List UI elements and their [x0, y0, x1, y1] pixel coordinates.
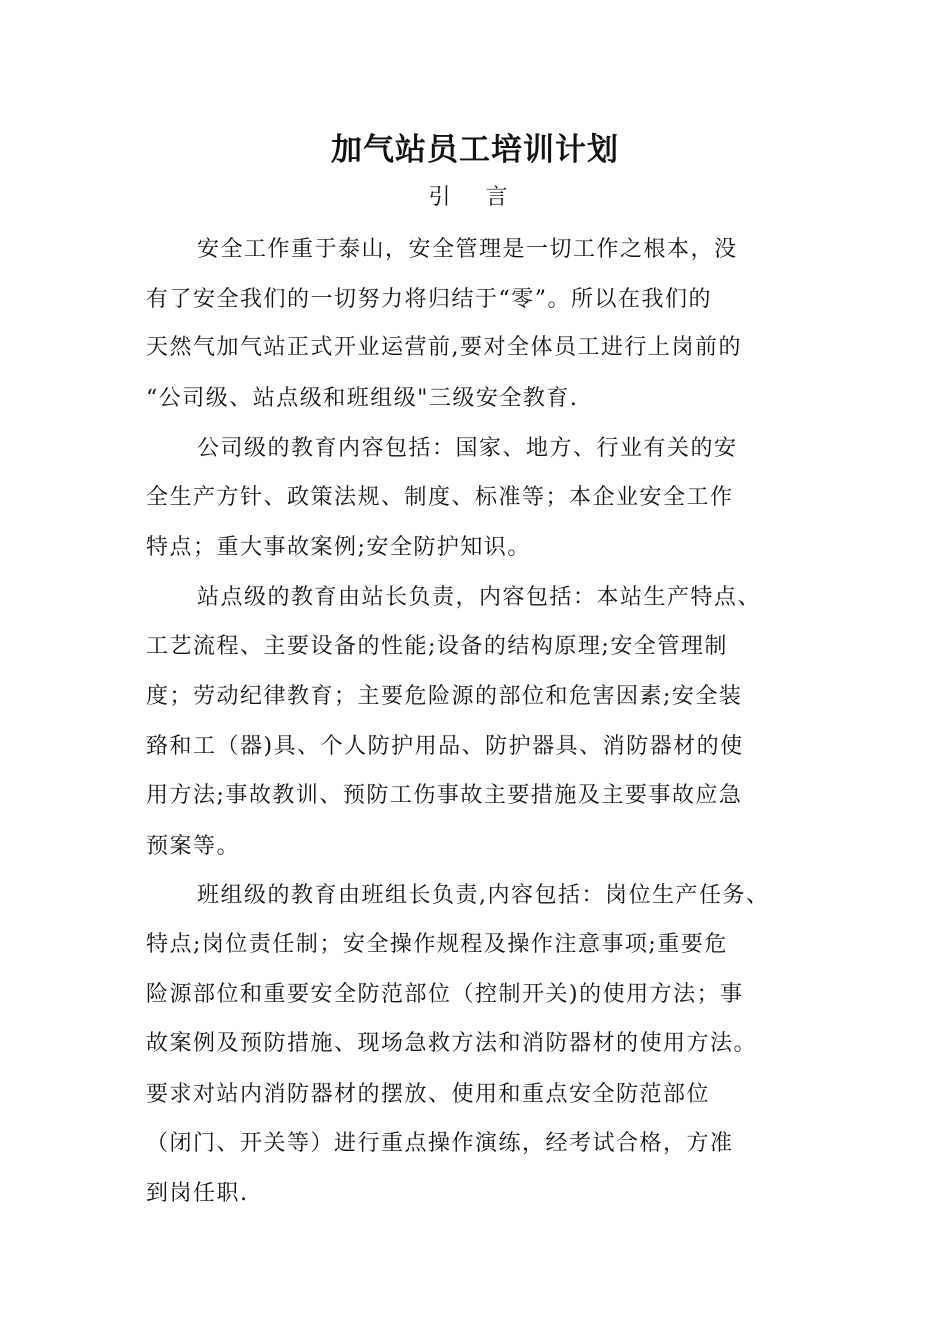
paragraph-line: “公司级、站点级和班组级"三级安全教育. — [146, 386, 579, 411]
paragraph-line: 特点;岗位责任制；安全操作规程及操作注意事项;重要危 — [146, 932, 728, 957]
paragraph-line: 有了安全我们的一切努力将归结于“零”。所以在我们的 — [146, 287, 712, 312]
paragraph-line: 用方法;事故教训、预防工伤事故主要措施及主要事故应急 — [146, 783, 743, 808]
paragraph-line: 预案等。 — [146, 834, 241, 859]
paragraph-line: 安全工作重于泰山，安全管理是一切工作之根本，没 — [197, 237, 738, 262]
paragraph-line: 班组级的教育由班组长负责,内容包括：岗位生产任务、 — [197, 883, 770, 908]
paragraph-line: 工艺流程、主要设备的性能;设备的结构原理;安全管理制 — [146, 634, 728, 659]
paragraph-line: 险源部位和重要安全防范部位（控制开关)的使用方法；事 — [146, 982, 744, 1007]
paragraph-line: 公司级的教育内容包括：国家、地方、行业有关的安 — [197, 436, 738, 461]
paragraph-line: 站点级的教育由站长负责，内容包括：本站生产特点、 — [197, 585, 762, 610]
paragraph-line: 特点；重大事故案例;安全防护知识。 — [146, 535, 531, 560]
paragraph-line: 全生产方针、政策法规、制度、标准等；本企业安全工作 — [146, 485, 734, 510]
paragraph-line: 臵和工（器)具、个人防护用品、防护器具、消防器材的使 — [146, 734, 744, 759]
paragraph-line: 故案例及预防措施、现场急救方法和消防器材的使用方法。 — [146, 1031, 758, 1056]
paragraph-line: 到岗任职. — [146, 1181, 249, 1206]
paragraph-line: （闭门、开关等）进行重点操作演练，经考试合格，方准 — [146, 1131, 734, 1156]
paragraph-line: 天然气加气站正式开业运营前,要对全体员工进行上岗前的 — [146, 335, 742, 360]
paragraph-line: 要求对站内消防器材的摆放、使用和重点安全防范部位 — [146, 1082, 711, 1107]
document-title: 加气站员工培训计划 — [331, 132, 619, 168]
paragraph-line: 度；劳动纪律教育；主要危险源的部位和危害因素;安全装 — [146, 684, 743, 709]
section-heading: 引 言 — [428, 185, 522, 210]
